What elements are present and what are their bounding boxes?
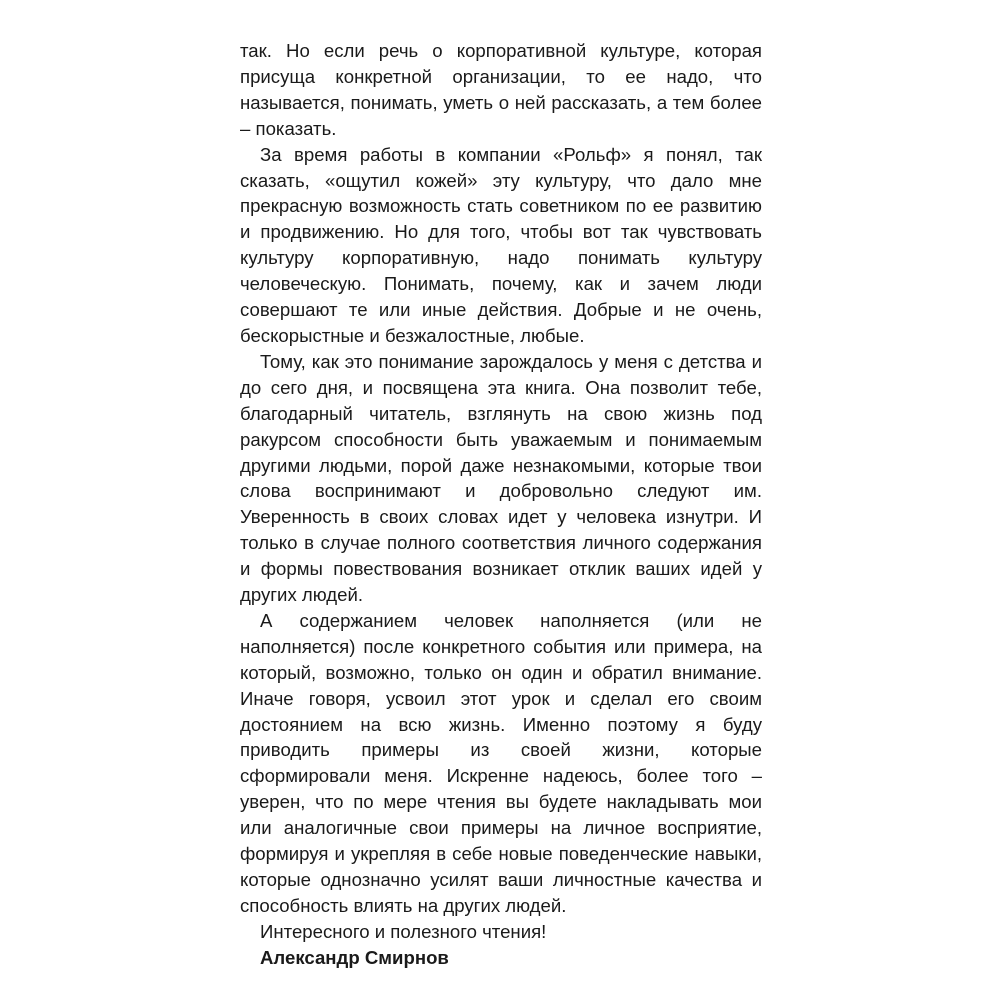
book-page-text	[240, 38, 762, 971]
paragraph-1: так. Но если речь о корпоративной культуре, которая присуща конкретной организации, то ее надо, что называется, понимать, уметь о ней рассказать, а тем более – показать.	[240, 40, 762, 139]
author-signature: Александр Смирнов	[260, 946, 449, 968]
paragraph-2: За время работы в компании «Рольф» я понял, так сказать, «ощутил кожей» эту культуру, что дало мне прекрасную возможность стать советником по ее развитию и продвижению. Но для того, чтобы вот так чувствовать культуру корпоративную, надо понимать культуру человеческую. Понимать, почему, как и зачем люди совершают те или иные действия. Добрые и не очень, бескорыстные и безжалостные, любые.	[240, 143, 762, 346]
paragraph-4: А содержанием человек наполняется (или не наполняется) после конкретного события или примера, на который, возможно, только он один и обратил внимание. Иначе говоря, усвоил этот урок и сделал его своим достоянием на всю жизнь. Именно поэтому я буду приводить примеры из своей жизни, которые сформировали меня. Искренне надеюсь, более того – уверен, что по мере чтения вы будете накладывать мои или аналогичные свои примеры на личное восприятие, формируя и укрепляя в себе новые поведенческие навыки, которые однозначно усилят ваши личностные качества и способность влиять на других людей.	[240, 609, 762, 916]
paragraph-3: Тому, как это понимание зарождалось у меня с детства и до сего дня, и посвящена эта книга. Она позволит тебе, благодарный читатель, взглянуть на свою жизнь под ракурсом способности быть уважаемым и понимаемым другими людьми, порой даже незнакомыми, которые твои слова воспринимают и добровольно следуют им. Уверенность в своих словах идет у человека изнутри. И только в случае полного соответствия личного содержания и формы повествования возникает отклик ваших идей у других людей.	[240, 350, 762, 606]
closing-line: Интересного и полезного чтения!	[260, 920, 547, 942]
